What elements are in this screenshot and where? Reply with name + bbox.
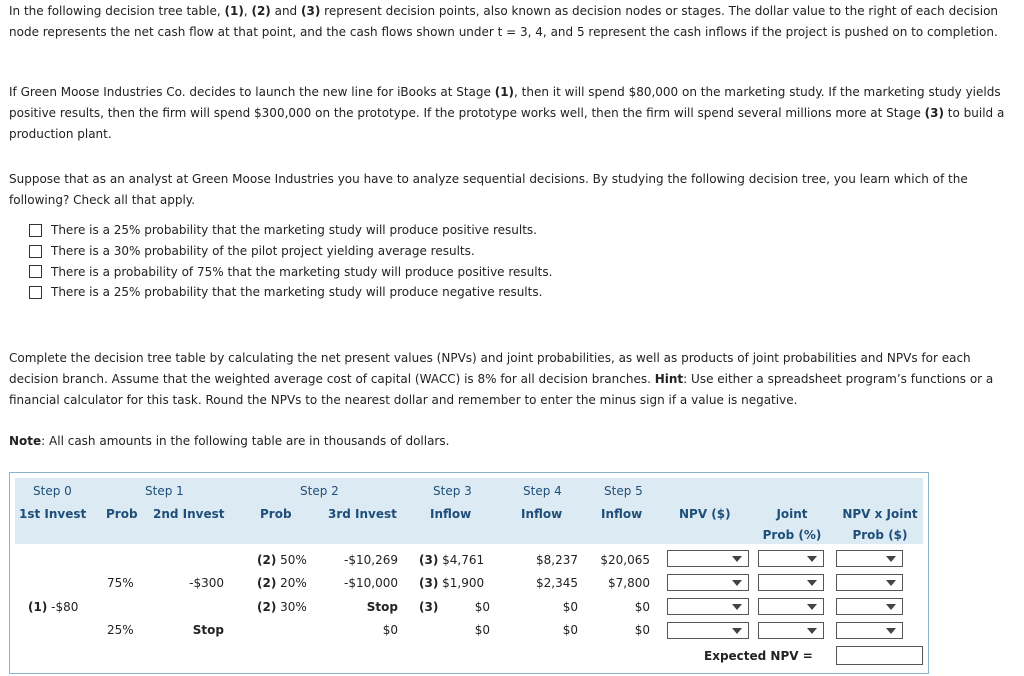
chevron-down-icon — [886, 556, 896, 562]
col-1st-invest: 1st Invest — [19, 507, 87, 521]
option-label: There is a probability of 75% that the marketing study will produce positive results. — [51, 264, 553, 279]
chevron-down-icon — [732, 580, 742, 586]
npv-x-joint-dropdown[interactable] — [836, 598, 903, 615]
option-label: There is a 25% probability that the marketing study will produce positive results. — [51, 223, 537, 238]
prob-1: 75% — [107, 576, 134, 590]
option-label: There is a 25% probability that the marketing study will produce negative results. — [51, 285, 543, 300]
inflow-5: $0 — [634, 600, 650, 614]
invest-3: Stop — [366, 600, 398, 614]
prob-1: 25% — [107, 623, 134, 637]
col-prob-1: Prob — [106, 507, 138, 521]
chevron-down-icon — [807, 556, 817, 562]
header-step-2: Step 2 — [300, 484, 339, 498]
step2-prob: (2) 20% — [257, 576, 307, 590]
invest-3: -$10,000 — [344, 576, 398, 590]
col-npv-x-joint-prob: Prob ($) — [852, 528, 908, 542]
col-inflow-3: Inflow — [430, 507, 472, 521]
stage-3: (3) $1,900 — [419, 576, 485, 590]
checkbox[interactable] — [29, 224, 42, 237]
inflow-3: $0 — [474, 600, 490, 614]
npv-x-joint-dropdown[interactable] — [836, 574, 903, 591]
expected-npv-input[interactable] — [836, 646, 923, 665]
chevron-down-icon — [732, 628, 742, 634]
header-step-0: Step 0 — [33, 484, 72, 498]
invest-2: Stop — [192, 623, 224, 637]
note: Note: All cash amounts in the following table are in thousands of dollars. — [9, 434, 450, 448]
npv-dropdown[interactable] — [667, 550, 749, 567]
header-step-1: Step 1 — [145, 484, 184, 498]
chevron-down-icon — [807, 580, 817, 586]
npv-dropdown[interactable] — [667, 574, 749, 591]
inflow-3: $0 — [474, 623, 490, 637]
checkbox[interactable] — [29, 265, 42, 278]
chevron-down-icon — [732, 604, 742, 610]
joint-prob-dropdown[interactable] — [758, 550, 824, 567]
invest-3: -$10,269 — [344, 553, 398, 567]
col-inflow-5: Inflow — [601, 507, 643, 521]
question-prompt: Suppose that as an analyst at Green Moose Industries you have to analyze sequential decisions. By studying the following decision tree, you learn which of the following? Check all that apply. — [9, 172, 968, 207]
option-3[interactable] — [29, 261, 552, 282]
header-step-4: Step 4 — [523, 484, 562, 498]
col-inflow-4: Inflow — [521, 507, 563, 521]
joint-prob-dropdown[interactable] — [758, 622, 824, 639]
chevron-down-icon — [886, 604, 896, 610]
inflow-4: $8,237 — [536, 553, 578, 567]
joint-prob-dropdown[interactable] — [758, 598, 824, 615]
option-label: There is a 30% probability of the pilot project yielding average results. — [51, 244, 475, 259]
npv-dropdown[interactable] — [667, 598, 749, 615]
joint-prob-dropdown[interactable] — [758, 574, 824, 591]
invest-3: $0 — [382, 623, 398, 637]
chevron-down-icon — [807, 604, 817, 610]
decision-tree-table — [9, 472, 929, 674]
chevron-down-icon — [886, 628, 896, 634]
stage-3: (3) — [419, 600, 439, 614]
chevron-down-icon — [807, 628, 817, 634]
chevron-down-icon — [886, 580, 896, 586]
inflow-5: $0 — [634, 623, 650, 637]
col-2nd-invest: 2nd Invest — [153, 507, 225, 521]
invest-2: -$300 — [189, 576, 224, 590]
instructions-paragraph: Complete the decision tree table by calculating the net present values (NPVs) and joint probabilities, as well as products of joint probabilities and NPVs for each decision branch. Assume that the weighted average cost of capital (WACC) is 8% for all decision branches. Hint: Use either a spreadsheet program’s functions or a financial calculator for this task. Round the NPVs to the nearest dollar and remember to enter the minus sign if a value is negative. — [9, 351, 994, 407]
header-step-3: Step 3 — [433, 484, 472, 498]
chevron-down-icon — [732, 556, 742, 562]
col-joint: Joint — [776, 507, 808, 521]
intro-paragraph-1: In the following decision tree table, (1), (2) and (3) represent decision points, also known as decision nodes or stages. The dollar value to the right of each decision node represents the net cash flow at that point, and the cash flows shown under t = 3, 4, and 5 represent the cash inflows if the project is pushed on to completion. — [9, 4, 999, 39]
inflow-4: $0 — [562, 600, 578, 614]
step2-prob: (2) 50% — [257, 553, 307, 567]
checkbox-options — [29, 220, 552, 303]
table-header — [15, 478, 923, 544]
checkbox[interactable] — [29, 286, 42, 299]
checkbox[interactable] — [29, 245, 42, 258]
option-1[interactable] — [29, 220, 552, 241]
inflow-5: $20,065 — [600, 553, 650, 567]
npv-x-joint-dropdown[interactable] — [836, 550, 903, 567]
col-npv: NPV ($) — [679, 507, 731, 521]
inflow-5: $7,800 — [608, 576, 650, 590]
npv-x-joint-dropdown[interactable] — [836, 622, 903, 639]
intro-paragraph-2: If Green Moose Industries Co. decides to launch the new line for iBooks at Stage (1), then it will spend $80,000 on the marketing study. If the marketing study yields positive results, then the firm will spend $300,000 on the prototype. If the prototype works well, then the firm will spend several millions more at Stage (3) to build a production plant. — [9, 85, 1005, 141]
inflow-4: $0 — [562, 623, 578, 637]
col-3rd-invest: 3rd Invest — [328, 507, 397, 521]
expected-npv-label: Expected NPV = — [704, 649, 813, 663]
option-4[interactable] — [29, 282, 552, 303]
inflow-4: $2,345 — [536, 576, 578, 590]
npv-dropdown[interactable] — [667, 622, 749, 639]
step2-prob: (2) 30% — [257, 600, 307, 614]
header-step-5: Step 5 — [604, 484, 643, 498]
stage-3: (3) $4,761 — [419, 553, 485, 567]
col-npv-x-joint: NPV x Joint — [842, 507, 918, 521]
invest-1: (1) -$80 — [28, 600, 79, 614]
col-prob-2: Prob — [260, 507, 292, 521]
col-joint-prob: Prob (%) — [762, 528, 822, 542]
option-2[interactable] — [29, 241, 552, 262]
